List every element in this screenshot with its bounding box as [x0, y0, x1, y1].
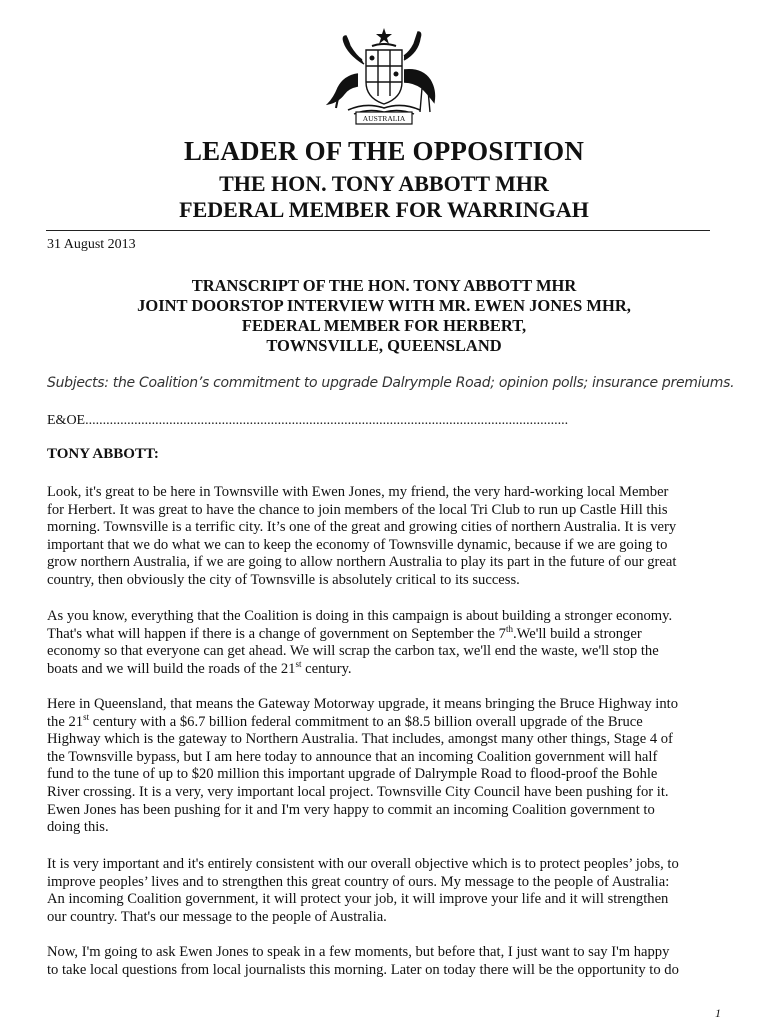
text-line: boats and we will build the roads of the 21st century. — [47, 658, 352, 677]
crest-banner-text: AUSTRALIA — [362, 114, 406, 123]
text-line: to take local questions from local journalists this morning. Later on today there will be the opportunity to do — [47, 961, 679, 978]
paragraph — [47, 484, 731, 590]
text-line: An incoming Coalition government, it will protect your job, it will improve your life and it will strengthen — [47, 891, 669, 908]
paragraph — [47, 944, 731, 979]
transcript-heading — [0, 276, 768, 356]
text-line: economy so that everyone can get ahead. We will scrap the carbon tax, we'll end the waste, we'll stop the — [47, 643, 659, 660]
text-line: As you know, everything that the Coalition is doing in this campaign is about building a stronger economy. — [47, 608, 673, 624]
text-line: for Herbert. It was great to have the chance to join members of the local Tri Club to run up Castle Hill this — [47, 501, 668, 518]
text-line: Ewen Jones has been pushing for it and I'm very happy to commit an incoming Coalition government to — [47, 801, 655, 818]
eoe-line: E&OE.......................................................................................................................................... — [47, 413, 569, 428]
paragraph — [47, 608, 731, 678]
transcript-heading-line: FEDERAL MEMBER FOR HERBERT, — [241, 316, 527, 335]
header-divider — [46, 230, 710, 231]
text-line: It is very important and it's entirely consistent with our overall objective which is to protect peoples’ jobs, to — [47, 856, 679, 872]
text-line: Here in Queensland, that means the Gateway Motorway upgrade, it means bringing the Bruce Highway into — [47, 696, 679, 712]
page-subtitle: THE HON. TONY ABBOTT MHR — [219, 171, 549, 196]
text-line: River crossing. It is a very, very important local project. Townsville City Council have been pushing for it. — [47, 783, 669, 800]
page-number: 1 — [715, 1006, 721, 1020]
text-line: country, then obviously the city of Townsville is absolutely critical to its success. — [47, 571, 520, 588]
text-line: fund to the tune of up to $20 million this important upgrade of Dalrymple Road to flood-proof the Bohle — [47, 766, 658, 783]
page-subtitle: FEDERAL MEMBER FOR WARRINGAH — [179, 197, 589, 222]
text-line: our country. That's our message to the people of Australia. — [47, 908, 387, 925]
text-line: important that we do what we can to keep the economy of Townsville dynamic, because if we are going to — [47, 536, 668, 553]
text-line: Look, it's great to be here in Townsville with Ewen Jones, my friend, the very hard-working local Member — [47, 484, 669, 500]
transcript-heading-line: JOINT DOORSTOP INTERVIEW WITH MR. EWEN JONES MHR, — [137, 296, 631, 315]
text-line: morning. Townsville is a terrific city. It’s one of the great and growing cities of northern Australia. It is very — [47, 519, 677, 536]
page-title: LEADER OF THE OPPOSITION — [183, 136, 585, 166]
text-line: the Townsville bypass, but I am here today to announce that an incoming Coalition government will half — [47, 748, 658, 765]
speaker-label: TONY ABBOTT: — [47, 446, 159, 462]
text-line: Highway which is the gateway to Northern Australia. That includes, amongst many other things, Stage 4 of — [47, 731, 673, 748]
coat-of-arms-emblem — [318, 24, 450, 126]
text-line: doing this. — [47, 819, 109, 836]
paragraph — [47, 856, 731, 926]
transcript-heading-line: TRANSCRIPT OF THE HON. TONY ABBOTT MHR — [191, 276, 577, 295]
transcript-heading-line: TOWNSVILLE, QUEENSLAND — [266, 336, 502, 355]
paragraph — [47, 696, 731, 837]
subjects-line: Subjects: the Coalition’s commitment to upgrade Dalrymple Road; opinion polls; insurance premiums. — [47, 375, 735, 391]
text-line: Now, I'm going to ask Ewen Jones to speak in a few moments, but before that, I just want to say I'm happy — [47, 944, 670, 960]
text-line: That's what will happen if there is a change of government on September the 7th.We'll build a stronger — [47, 623, 642, 642]
text-line: the 21st century with a $6.7 billion federal commitment to an $8.5 billion overall upgrade of the Bruce — [47, 711, 643, 730]
document-date: 31 August 2013 — [47, 237, 136, 252]
text-line: grow northern Australia, if we are going to allow northern Australia to play its part in the future of our great — [47, 554, 677, 571]
text-line: improve peoples’ lives and to strengthen this great country of ours. My message to the people of Australia: — [47, 873, 670, 890]
